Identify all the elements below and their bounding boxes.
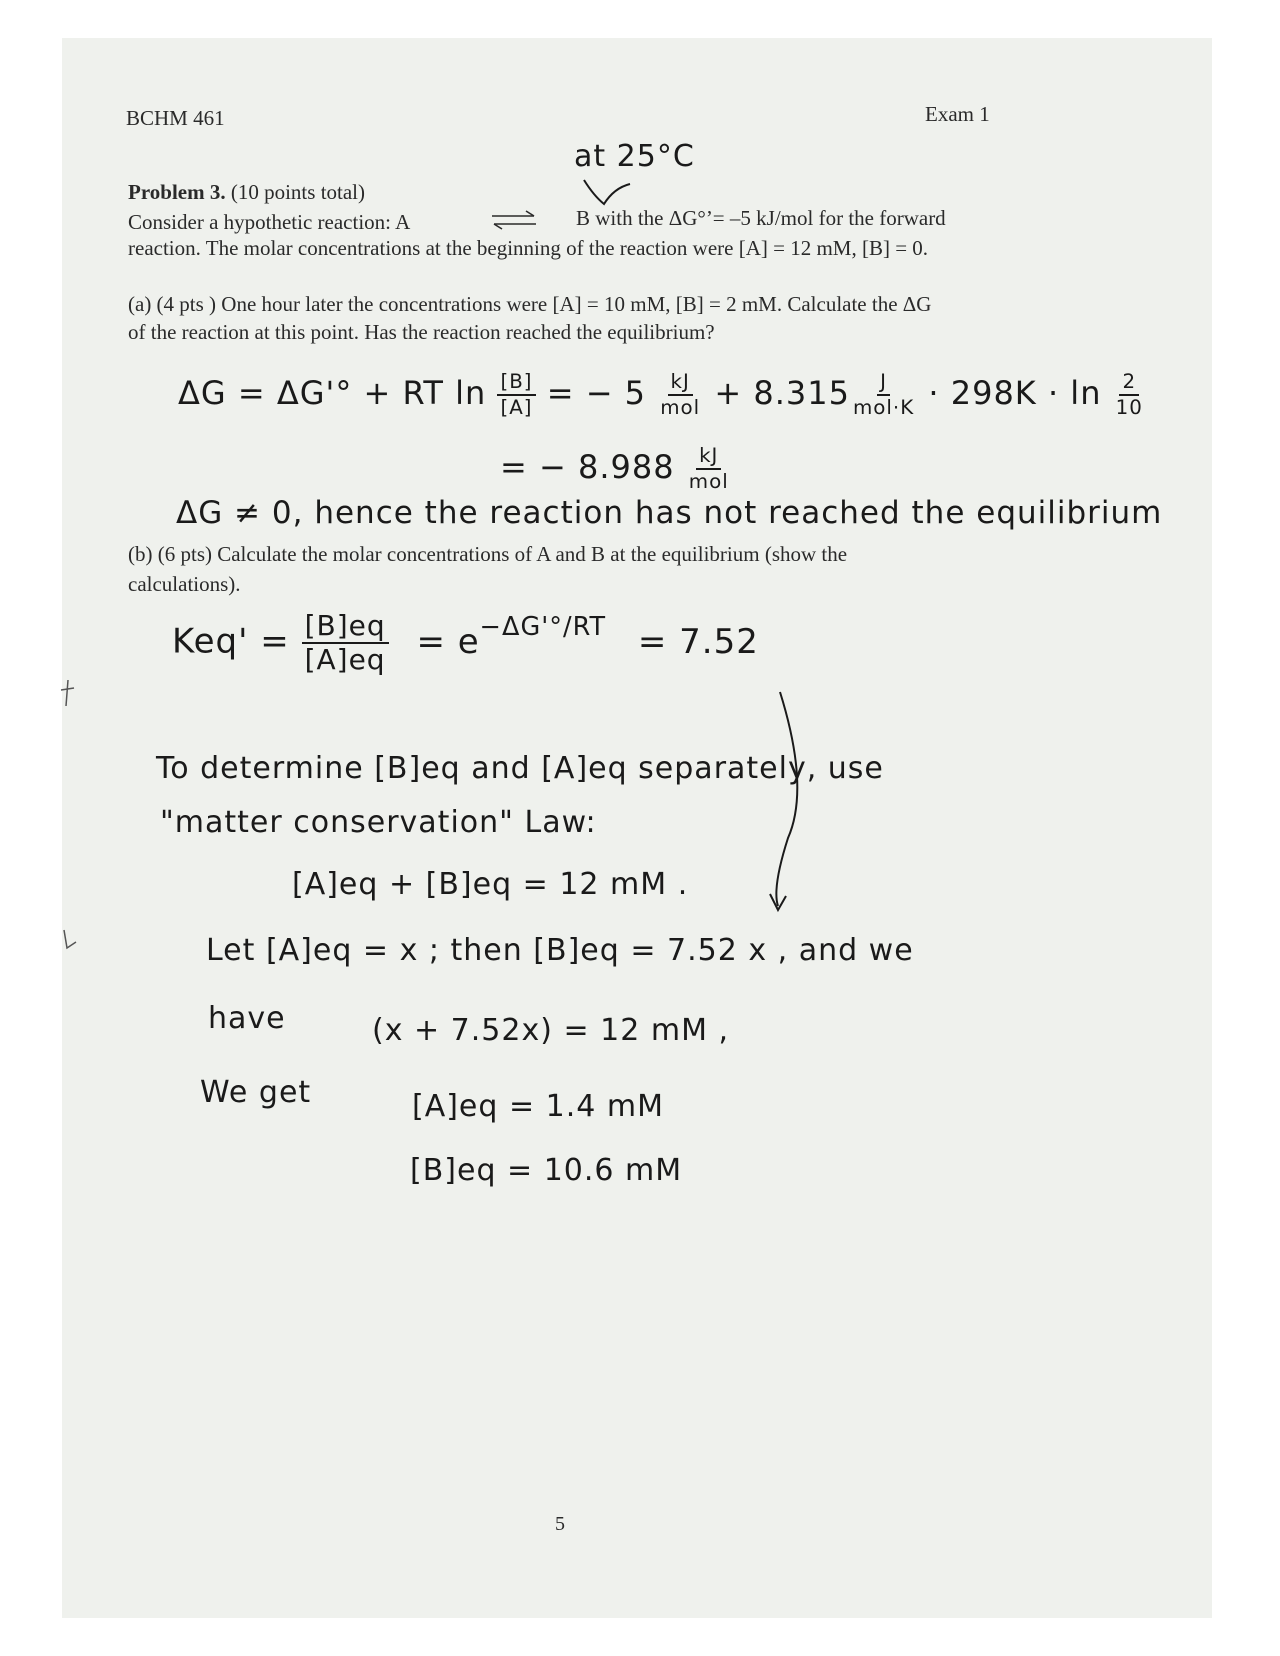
keq-denominator: [A]eq bbox=[304, 643, 386, 676]
j-per-molk-unit bbox=[850, 372, 917, 418]
let-line: Let [A]eq = x ; then [B]eq = 7.52 x , and we bbox=[206, 933, 914, 968]
result-unit-mol: mol bbox=[688, 469, 729, 493]
delta-g-equation bbox=[178, 372, 1146, 418]
temperature-term: · 298K · ln bbox=[928, 373, 1102, 412]
keq-equation bbox=[172, 609, 759, 676]
margin-mark-top bbox=[58, 678, 78, 708]
explanation-line-2: "matter conservation" Law: bbox=[160, 805, 597, 840]
ln-ratio bbox=[1113, 372, 1146, 418]
problem-heading bbox=[128, 180, 365, 205]
margin-mark-bottom bbox=[58, 928, 78, 952]
part-a-line-2: of the reaction at this point. Has the reaction reached the equilibrium? bbox=[128, 320, 715, 344]
exam-label: Exam 1 bbox=[925, 102, 990, 126]
unit-molk: mol·K bbox=[852, 395, 915, 419]
result-unit-kj: kJ bbox=[696, 446, 721, 470]
keq-lhs: Keq' = bbox=[172, 621, 290, 662]
part-b-line-2: calculations). bbox=[128, 572, 241, 596]
sum-equation: (x + 7.52x) = 12 mM , bbox=[372, 1013, 730, 1048]
result-unit bbox=[686, 446, 732, 492]
unit-j: J bbox=[877, 372, 890, 396]
standard-term: = − 5 bbox=[546, 373, 647, 412]
part-a-line-1: (a) (4 pts ) One hour later the concentrations were [A] = 10 mM, [B] = 2 mM. Calculate the ΔG bbox=[128, 292, 932, 316]
problem-points: (10 points total) bbox=[230, 180, 366, 204]
problem-line-1b: B with the ΔG°’= –5 kJ/mol for the forward bbox=[576, 206, 946, 230]
gas-constant: + 8.315 bbox=[714, 373, 850, 412]
ratio-denominator: [A] bbox=[500, 395, 533, 419]
ratio-numerator: [B] bbox=[497, 372, 535, 396]
course-code: BCHM 461 bbox=[126, 106, 225, 130]
equilibrium-arrows-icon bbox=[490, 208, 538, 232]
concentration-ratio bbox=[497, 372, 535, 418]
part-b-line-1: (b) (6 pts) Calculate the molar concentrations of A and B at the equilibrium (show the bbox=[128, 542, 848, 566]
b-equilibrium-result: [B]eq = 10.6 mM bbox=[410, 1153, 683, 1188]
explanation-line-1: To determine [B]eq and [A]eq separately, use bbox=[156, 751, 884, 786]
keq-exponential: = e bbox=[416, 621, 480, 662]
temperature-note: at 25°C bbox=[574, 139, 695, 174]
conservation-equation: [A]eq + [B]eq = 12 mM . bbox=[292, 867, 689, 902]
result-value: = − 8.988 bbox=[500, 447, 675, 486]
kj-per-mol-unit bbox=[657, 372, 703, 418]
unit-mol: mol bbox=[660, 395, 701, 419]
temperature-pointer bbox=[582, 178, 632, 208]
have-word: have bbox=[208, 1001, 286, 1036]
delta-g-result bbox=[500, 446, 732, 492]
page-number: 5 bbox=[555, 1513, 565, 1535]
keq-exponent: −ΔG'°/RT bbox=[479, 611, 607, 642]
problem-line-2: reaction. The molar concentrations at the beginning of the reaction were [A] = 12 mM, [B] = 0. bbox=[128, 236, 929, 260]
keq-value: = 7.52 bbox=[637, 621, 759, 662]
problem-line-1a: Consider a hypothetic reaction: A bbox=[128, 210, 411, 234]
a-equilibrium-result: [A]eq = 1.4 mM bbox=[412, 1089, 664, 1124]
ln-numerator: 2 bbox=[1119, 372, 1139, 396]
problem-title: Problem 3. bbox=[128, 180, 226, 204]
unit-kj: kJ bbox=[668, 372, 693, 396]
ln-denominator: 10 bbox=[1115, 395, 1143, 419]
bracket-arrow bbox=[760, 688, 820, 928]
conclusion-text: ΔG ≠ 0, hence the reaction has not reached the equilibrium bbox=[176, 495, 1163, 531]
keq-ratio bbox=[302, 609, 389, 676]
delta-g-lhs: ΔG = ΔG'° + RT ln bbox=[178, 373, 487, 412]
we-get-label: We get bbox=[200, 1075, 312, 1110]
keq-numerator: [B]eq bbox=[302, 612, 389, 644]
